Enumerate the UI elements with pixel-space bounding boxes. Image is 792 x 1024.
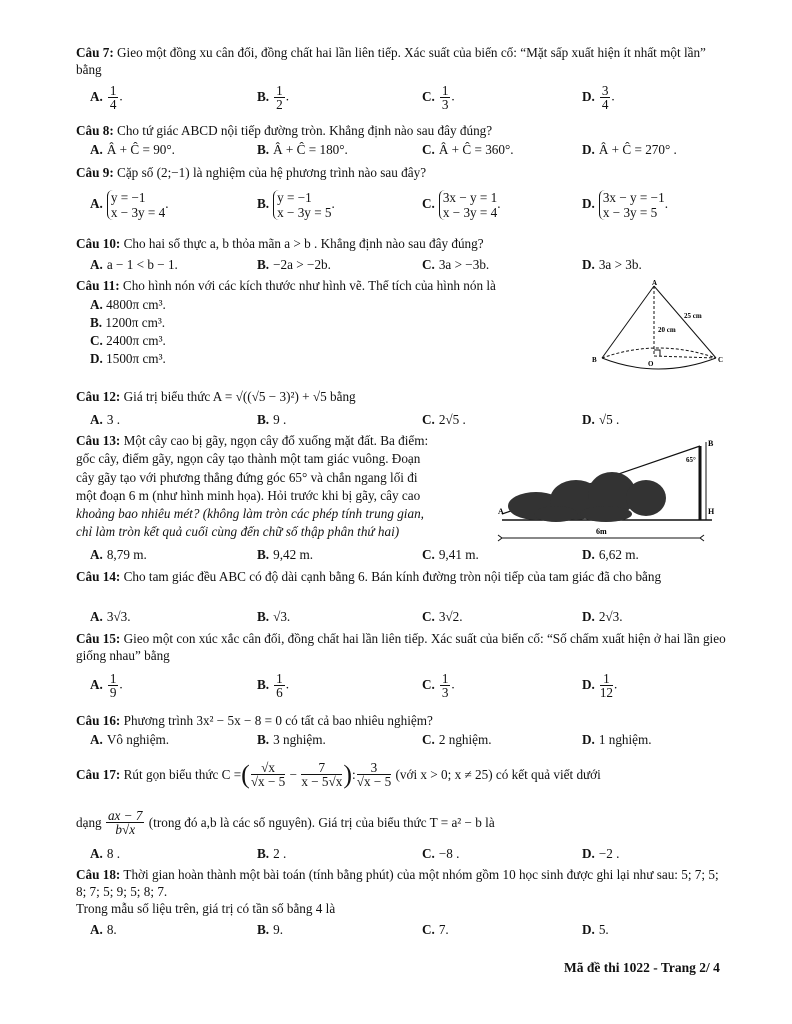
top-point-label: B xyxy=(708,439,714,448)
options-10 xyxy=(90,257,730,277)
option-c: C. 2√5 . xyxy=(422,412,466,427)
question-17: Câu 17: Rút gọn biểu thức C = ( $\frac{√x}{√x - 5}$ − $\frac{7}{x - 5√x}$ ) : $\frac{3}{√x - 5}$ (với x > 0; x ≠ 25) có kết quả viết dưới xyxy=(76,759,601,789)
option-a: A. 4800π cm³. xyxy=(90,297,166,312)
option-a: A. y = −1 x − 3y = 4 . xyxy=(90,190,169,220)
option-d: D. $\frac{3}{4}$ . xyxy=(582,83,615,112)
option-b: B. $\frac{1}{6}$ . xyxy=(257,671,289,700)
option-d: D. 3x − y = −1 x − 3y = 5 . xyxy=(582,190,668,220)
option-c: C. 3√2. xyxy=(422,609,463,624)
option-c: C. 3a > −3b. xyxy=(422,257,490,272)
question-text: Cho tứ giác ABCD nội tiếp đường tròn. Khẳng định nào sau đây đúng? xyxy=(117,123,493,138)
question-line: cây gãy tạo với phương thẳng đứng góc 65° và chắn ngang lối đi xyxy=(76,469,418,485)
question-13 xyxy=(76,432,496,542)
option-b: B. −2a > −2b. xyxy=(257,257,331,272)
base-point-label: H xyxy=(708,507,715,516)
option-b: B. 9. xyxy=(257,922,283,937)
distance-label: 6m xyxy=(596,527,607,536)
question-15 xyxy=(76,630,726,664)
question-7 xyxy=(76,44,726,78)
page-footer: Mã đề thi 1022 - Trang 2/ 4 xyxy=(564,960,720,975)
question-text: Cặp số (2;−1) là nghiệm của hệ phương trình nào sau đây? xyxy=(117,165,427,180)
question-line: gốc cây, điểm gãy, ngọn cây tạo thành một tam giác vuông. Đoạn xyxy=(76,451,421,467)
options-11 xyxy=(90,296,166,368)
question-label: Câu 13: xyxy=(76,433,121,448)
option-b: B. y = −1 x − 3y = 5 . xyxy=(257,190,335,220)
tree-figure xyxy=(496,434,732,546)
options-15 xyxy=(90,672,730,706)
option-b: B. 2 . xyxy=(257,846,287,861)
option-a: A. 8,79 m. xyxy=(90,547,147,562)
question-12 xyxy=(76,388,726,405)
apex-label: A xyxy=(652,280,658,287)
option-b: B. 9,42 m. xyxy=(257,547,314,562)
question-label: Câu 9: xyxy=(76,165,114,180)
question-line: chỉ làm tròn kết quả cuối cùng đến chữ số thập phân thứ hai) xyxy=(76,524,400,540)
option-c: C. $\frac{1}{3}$ . xyxy=(422,671,455,700)
question-text: Cho hai số thực a, b thỏa mãn a > b . Khẳng định nào sau đây đúng? xyxy=(123,236,484,251)
option-a: A. 3 . xyxy=(90,412,121,427)
options-8 xyxy=(90,142,730,162)
question-16 xyxy=(76,712,726,729)
question-label: Câu 15: xyxy=(76,631,121,646)
options-13 xyxy=(90,547,730,567)
option-b: B. Â + Ĉ = 180°. xyxy=(257,142,348,157)
option-d: D. 3a > 3b. xyxy=(582,257,642,272)
option-a: A. 8 . xyxy=(90,846,121,861)
option-d: D. $\frac{1}{12}$ . xyxy=(582,671,618,700)
question-label: Câu 16: xyxy=(76,713,121,728)
option-c: C. $\frac{1}{3}$ . xyxy=(422,83,455,112)
question-label: Câu 11: xyxy=(76,278,120,293)
option-c: C. 2 nghiệm. xyxy=(422,732,492,747)
option-a: A. Vô nghiệm. xyxy=(90,732,170,747)
option-d: D. 2√3. xyxy=(582,609,623,624)
question-10 xyxy=(76,235,726,252)
question-text-2: Trong mẫu số liệu trên, giá trị có tần số bằng 4 là xyxy=(76,901,336,916)
question-line: Câu 13: Một cây cao bị gãy, ngọn cây đổ xuống mặt đất. Ba điểm: xyxy=(76,433,429,448)
question-text: Phương trình 3x² − 5x − 8 = 0 có tất cả bao nhiêu nghiệm? xyxy=(123,713,433,728)
question-14 xyxy=(76,568,726,585)
option-c: C. −8 . xyxy=(422,846,460,861)
options-9 xyxy=(90,190,730,226)
question-11 xyxy=(76,277,596,294)
option-c: C. Â + Ĉ = 360°. xyxy=(422,142,514,157)
options-7 xyxy=(90,84,730,118)
option-b: B. 9 . xyxy=(257,412,287,427)
height-label: 20 cm xyxy=(658,326,676,334)
question-line: một đoạn 6 m (như hình minh họa). Hỏi trước khi bị gãy, cây cao xyxy=(76,487,421,503)
tip-point-label: A xyxy=(498,507,504,516)
center-label: O xyxy=(648,360,654,368)
option-b: B. 1200π cm³. xyxy=(90,315,166,330)
option-d: D. Â + Ĉ = 270° . xyxy=(582,142,677,157)
option-b: B. $\frac{1}{2}$ . xyxy=(257,83,289,112)
option-a: A. $\frac{1}{4}$ . xyxy=(90,83,123,112)
question-text: Giá trị biểu thức A = √((√5 − 3)²) + √5 bằng xyxy=(123,389,356,404)
question-label: Câu 17: xyxy=(76,766,121,782)
question-text: Gieo một đồng xu cân đối, đồng chất hai lần liên tiếp. Xác suất của biến cố: “Mặt sấp xuất hiện ít nhất một lần” bằng xyxy=(76,45,706,77)
option-b: B. 3 nghiệm. xyxy=(257,732,326,747)
question-label: Câu 7: xyxy=(76,45,114,60)
option-c: C. 7. xyxy=(422,922,449,937)
option-a: A. 3√3. xyxy=(90,609,131,624)
question-label: Câu 10: xyxy=(76,236,121,251)
option-c: C. 9,41 m. xyxy=(422,547,479,562)
option-b: B. √3. xyxy=(257,609,291,624)
options-14 xyxy=(90,609,730,629)
option-d: D. 1 nghiệm. xyxy=(582,732,652,747)
option-d: D. 5. xyxy=(582,922,609,937)
slant-label: 25 cm xyxy=(684,312,702,320)
option-d: D. √5 . xyxy=(582,412,620,427)
option-a: A. $\frac{1}{9}$ . xyxy=(90,671,123,700)
option-c: C. 3x − y = 1 x − 3y = 4 . xyxy=(422,190,501,220)
question-label: Câu 14: xyxy=(76,569,121,584)
question-label: Câu 18: xyxy=(76,867,121,882)
option-c: C. 2400π cm³. xyxy=(90,333,166,348)
question-8 xyxy=(76,122,726,139)
question-text: Thời gian hoàn thành một bài toán (tính bằng phút) của một nhóm gồm 10 học sinh được ghi lại như sau: 5; 7; 5; 8; 7; 5; 9; 5; 8; 7. xyxy=(76,867,719,899)
question-text: Gieo một con xúc xắc cân đối, đồng chất hai lần liên tiếp. Xác suất của biến cố: “Số chấm xuất hiện ở hai lần gieo giống nhau” bằng xyxy=(76,631,726,663)
question-text: Cho hình nón với các kích thước như hình vẽ. Thể tích của hình nón là xyxy=(122,278,496,293)
options-12 xyxy=(90,412,730,432)
question-label: Câu 12: xyxy=(76,389,121,404)
option-a: A. a − 1 < b − 1. xyxy=(90,257,178,272)
question-text: Cho tam giác đều ABC có độ dài cạnh bằng 6. Bán kính đường tròn nội tiếp của tam giác đã cho bằng xyxy=(123,569,662,584)
options-16 xyxy=(90,732,730,752)
question-17-line2: dạng $\frac{ax - 7}{b√x}$ (trong đó a,b là các số nguyên). Giá trị của biểu thức T = a² − b là xyxy=(76,807,495,837)
option-d: D. 1500π cm³. xyxy=(90,351,166,366)
option-d: D. −2 . xyxy=(582,846,620,861)
right-label: C xyxy=(718,356,724,364)
option-a: A. Â + Ĉ = 90°. xyxy=(90,142,175,157)
question-9 xyxy=(76,164,726,181)
cone-figure xyxy=(590,280,730,374)
option-d: D. 6,62 m. xyxy=(582,547,639,562)
option-a: A. 8. xyxy=(90,922,117,937)
angle-label: 65° xyxy=(686,456,696,464)
question-label: Câu 8: xyxy=(76,123,114,138)
question-line: khoảng bao nhiêu mét? (không làm tròn các phép tính trung gian, xyxy=(76,506,424,522)
question-18 xyxy=(76,866,726,917)
options-18 xyxy=(90,922,730,942)
options-17 xyxy=(90,846,730,866)
left-label: B xyxy=(592,356,597,364)
